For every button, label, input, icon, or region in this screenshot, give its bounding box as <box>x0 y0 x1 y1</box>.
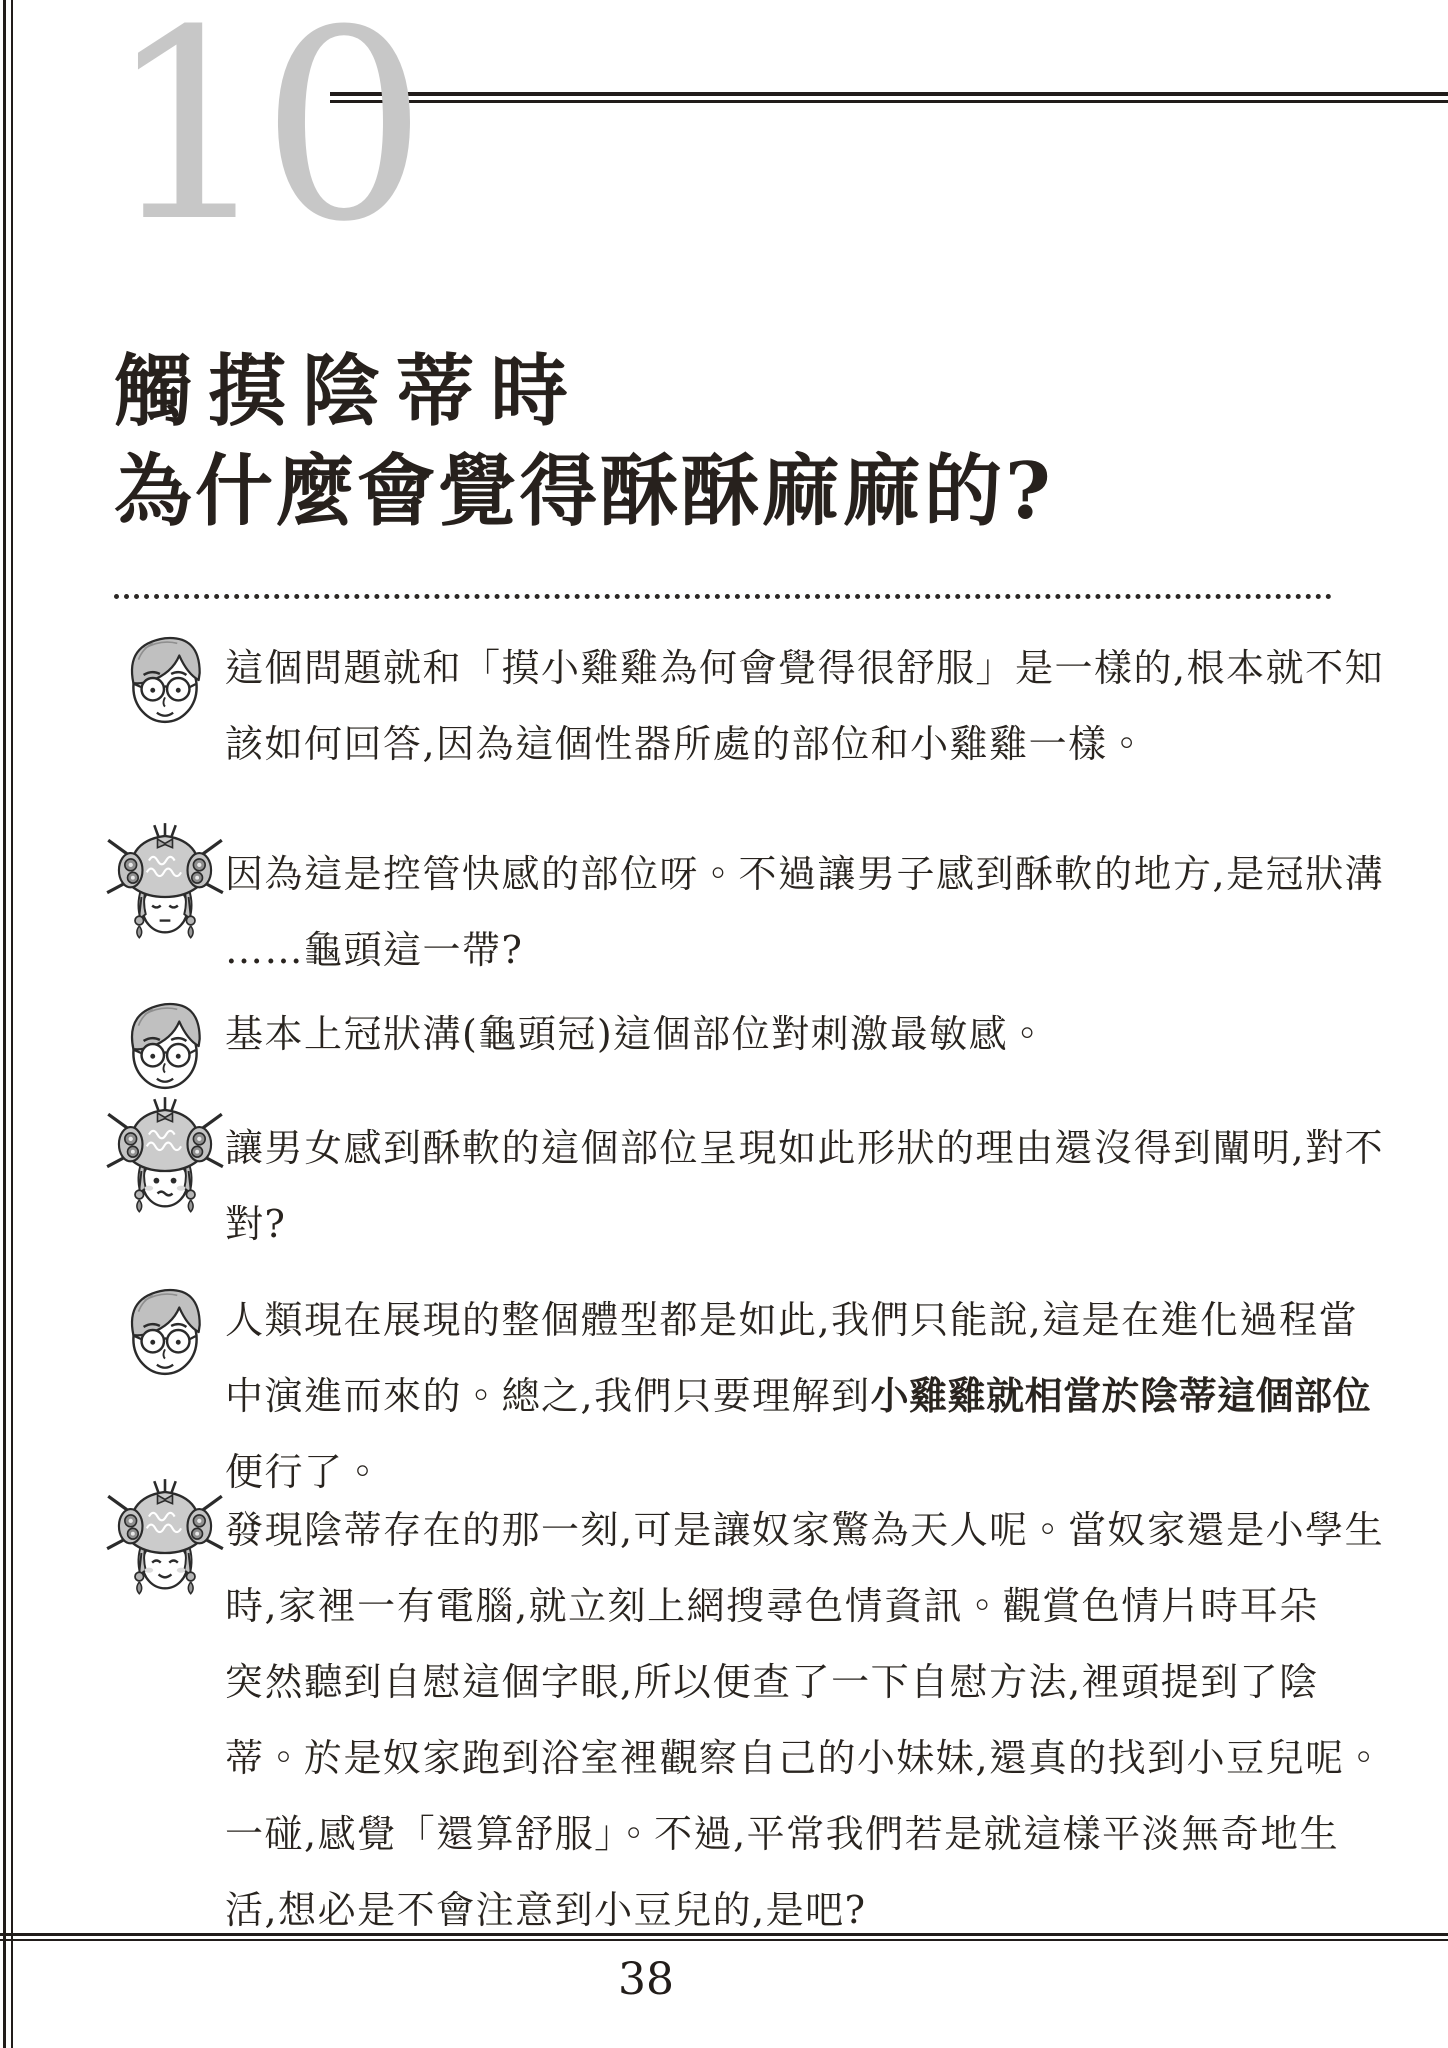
text-line: 發現陰蒂存在的那一刻,可是讓奴家驚為天人呢。當奴家還是小學生 <box>225 1508 1385 1552</box>
dialogue-block-5 <box>112 1282 1372 1510</box>
text-line: 蒂。於是奴家跑到浴室裡觀察自己的小妹妹,還真的找到小豆兒呢。 <box>225 1736 1385 1780</box>
dialogue-block-6 <box>112 1492 1385 1948</box>
text-line: 這個問題就和「摸小雞雞為何會覺得很舒服」是一樣的,根本就不知 <box>225 646 1385 690</box>
old-man-doctor-avatar-icon <box>114 992 216 1094</box>
courtesan-girl-avatar-icon <box>106 1096 224 1216</box>
speech-text <box>225 1282 1372 1510</box>
text-line: 時,家裡一有電腦,就立刻上網搜尋色情資訊。觀賞色情片時耳朵 <box>225 1584 1319 1628</box>
page-number: 38 <box>618 1954 674 2005</box>
dialogue-block-2 <box>112 836 1385 988</box>
text-line: 基本上冠狀溝(龜頭冠)這個部位對刺激最敏感。 <box>225 1012 1048 1056</box>
dialogue-block-1 <box>112 630 1385 782</box>
old-man-doctor-avatar-icon <box>114 626 216 728</box>
text-line: 一碰,感覺「還算舒服」。不過,平常我們若是就這樣平淡無奇地生 <box>225 1812 1340 1856</box>
chapter-title <box>114 342 1054 542</box>
text-line: 對? <box>225 1202 287 1246</box>
text-line: 因為這是控管快感的部位呀。不過讓男子感到酥軟的地方,是冠狀溝 <box>225 852 1385 896</box>
text-line: 讓男女感到酥軟的這個部位呈現如此形狀的理由還沒得到闡明,對不 <box>225 1126 1385 1170</box>
text-line <box>225 1358 1372 1434</box>
text-line: 突然聽到自慰這個字眼,所以便查了一下自慰方法,裡頭提到了陰 <box>225 1660 1319 1704</box>
chapter-number: 10 <box>106 0 416 279</box>
dialogue-block-3 <box>112 996 1338 1072</box>
dotted-separator <box>114 594 1332 599</box>
speech-text <box>225 630 1385 782</box>
speech-text <box>225 996 1338 1072</box>
text-line: 人類現在展現的整個體型都是如此,我們只能說,這是在進化過程當 <box>225 1298 1359 1342</box>
left-double-rule <box>3 0 13 2048</box>
text-line: 便行了。 <box>225 1450 384 1494</box>
bold-emphasis: 小雞雞就相當於陰蒂這個部位 <box>870 1374 1372 1418</box>
courtesan-girl-avatar-icon <box>106 1478 224 1598</box>
text-line: 該如何回答,因為這個性器所處的部位和小雞雞一樣。 <box>225 722 1148 766</box>
speech-text <box>225 836 1385 988</box>
bottom-double-rule <box>0 1933 1448 1941</box>
text-line: ……龜頭這一帶? <box>225 928 524 972</box>
dialogue-block-4 <box>112 1110 1385 1262</box>
text-line: 活,想必是不會注意到小豆兒的,是吧? <box>225 1888 867 1932</box>
chapter-title-line-2: 為什麼會覺得酥酥麻麻的? <box>114 446 1054 537</box>
speech-text <box>225 1110 1385 1262</box>
top-right-double-rule <box>330 92 1448 103</box>
text-segment: 中演進而來的。總之,我們只要理解到 <box>225 1374 871 1418</box>
speech-text <box>225 1492 1385 1948</box>
courtesan-girl-avatar-icon <box>106 822 224 942</box>
chapter-title-line-1: 觸摸陰蒂時 <box>114 346 585 437</box>
old-man-doctor-avatar-icon <box>114 1278 216 1380</box>
